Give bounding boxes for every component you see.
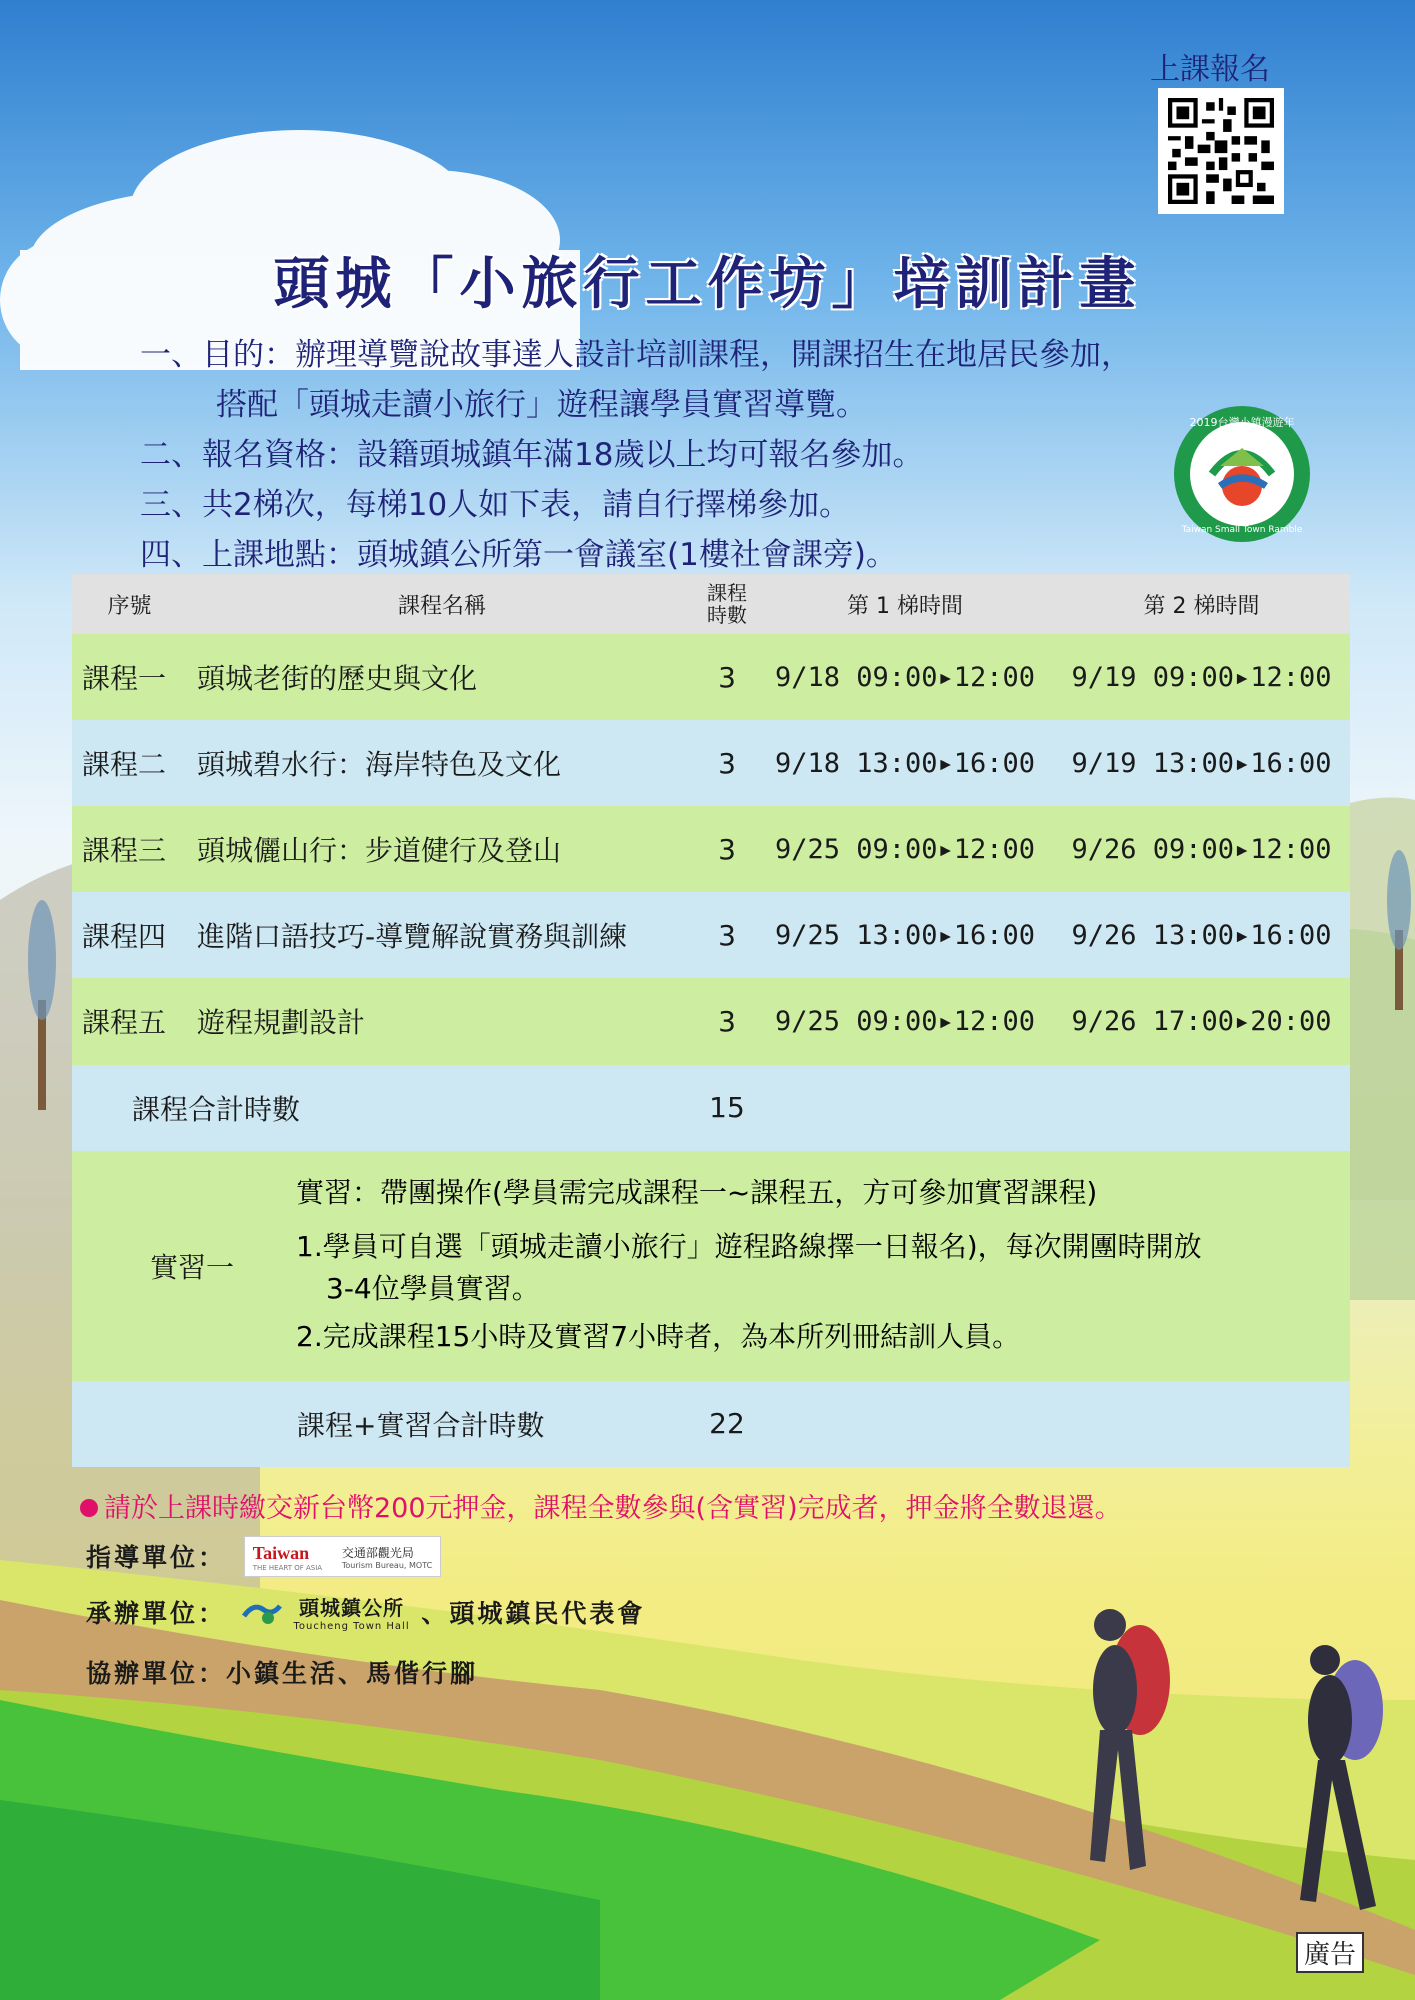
- intro-location: 四、上課地點：頭城鎮公所第一會議室(1樓社會課旁)。: [140, 537, 897, 573]
- course-name: 進階口語技巧-導覽解說實務與訓練: [187, 892, 697, 978]
- header-course-name: 課程名稱: [187, 574, 697, 634]
- header-no: 序號: [72, 574, 187, 634]
- course-round2-time: 9/19 09:00▸12:00: [1053, 634, 1350, 720]
- internship-line3: 2.完成課程15小時及實習7小時者，為本所列冊結訓人員。: [296, 1320, 1021, 1353]
- course-hours: 3: [697, 892, 757, 978]
- course-hours: 3: [697, 978, 757, 1064]
- course-round2-time: 9/26 17:00▸20:00: [1053, 978, 1350, 1064]
- bullet-dot-icon: [80, 1499, 98, 1517]
- organizer-extra: 、頭城鎮民代表會: [421, 1599, 646, 1628]
- badge-text-top: 2019台灣小鎮漫遊年: [1189, 416, 1295, 429]
- course-round2-time: 9/19 13:00▸16:00: [1053, 720, 1350, 806]
- course-total-text: 課程合計時數: [132, 1092, 301, 1126]
- tourism-logo-main: Taiwan: [252, 1542, 310, 1563]
- deposit-notice: [80, 1486, 1122, 1525]
- badge-text-bottom: Taiwan Small Town Ramble: [1181, 525, 1303, 535]
- course-code: 課程一: [72, 634, 187, 720]
- co-organizer-label: 協辦單位：小鎮生活、馬偕行腳: [86, 1659, 479, 1688]
- header-round2: 第 2 梯時間: [1053, 574, 1350, 634]
- tourism-logo-en: Tourism Bureau, MOTC: [341, 1561, 433, 1570]
- qr-code-icon: [1168, 98, 1274, 204]
- header-round1: 第 1 梯時間: [757, 574, 1053, 634]
- table-row: [72, 720, 1350, 806]
- toucheng-town-hall-logo: [242, 1592, 410, 1632]
- grand-total-empty: [757, 1381, 1350, 1467]
- tourism-logo-cn: 交通部觀光局: [341, 1546, 414, 1560]
- intro-section: [140, 330, 1290, 580]
- course-hours: 3: [697, 634, 757, 720]
- supervisor-row: [86, 1536, 441, 1577]
- course-round2-time: 9/26 09:00▸12:00: [1053, 806, 1350, 892]
- course-hours: 3: [697, 806, 757, 892]
- header-hours: [697, 574, 757, 634]
- course-total-label: [72, 1065, 697, 1151]
- header-hours-line1: 課程: [707, 581, 747, 606]
- course-total-row: [72, 1065, 1350, 1151]
- course-round1-time: 9/18 09:00▸12:00: [757, 634, 1053, 720]
- toucheng-emblem-icon: [242, 1598, 282, 1626]
- co-organizer-row: [86, 1654, 478, 1690]
- signup-label: 上課報名: [1150, 52, 1270, 87]
- organizer-label: 承辦單位：: [86, 1599, 227, 1628]
- intro-sessions: 三、共2梯次，每梯10人如下表，請自行擇梯參加。: [140, 487, 851, 523]
- course-code: 課程三: [72, 806, 187, 892]
- course-round1-time: 9/18 13:00▸16:00: [757, 720, 1053, 806]
- course-hours: 3: [697, 720, 757, 806]
- grand-total-label: 課程+實習合計時數: [72, 1381, 697, 1467]
- course-name: 頭城儷山行：步道健行及登山: [187, 806, 697, 892]
- course-name: 頭城老街的歷史與文化: [187, 634, 697, 720]
- intro-eligibility: 二、報名資格：設籍頭城鎮年滿18歲以上均可報名參加。: [140, 437, 924, 473]
- supervisor-label: 指導單位：: [86, 1543, 227, 1573]
- course-code: 課程二: [72, 720, 187, 806]
- intro-purpose-cont: 搭配「頭城走讀小旅行」遊程讓學員實習導覽。: [216, 387, 867, 423]
- grand-total-row: [72, 1381, 1350, 1467]
- intro-purpose: 一、目的：辦理導覽說故事達人設計培訓課程，開課招生在地居民參加，: [140, 337, 1132, 373]
- course-name: 頭城碧水行：海岸特色及文化: [187, 720, 697, 806]
- table-row: [72, 978, 1350, 1064]
- internship-line2-cont: 3-4位學員實習。: [326, 1272, 540, 1305]
- header-hours-line2: 時數: [707, 603, 747, 628]
- town-hall-logo-en: Toucheng Town Hall: [293, 1621, 410, 1632]
- table-row: [72, 634, 1350, 720]
- page-title: 頭城「小旅行工作坊」培訓計畫: [273, 252, 1142, 317]
- organizer-row: [86, 1592, 645, 1632]
- internship-description: [246, 1172, 1346, 1358]
- grand-total-hours: 22: [697, 1381, 757, 1467]
- course-total-empty: [757, 1065, 1350, 1151]
- tourism-bureau-logo: [244, 1536, 441, 1577]
- table-row: [72, 892, 1350, 978]
- signup-qr-code[interactable]: [1158, 88, 1284, 214]
- town-hall-logo-cn: 頭城鎮公所: [299, 1596, 405, 1620]
- course-name: 遊程規劃設計: [187, 978, 697, 1064]
- course-total-hours: 15: [697, 1065, 757, 1151]
- tourism-logo-tag: THE HEART OF ASIA: [252, 1563, 323, 1572]
- advertisement-mark: 廣告: [1296, 1932, 1364, 1973]
- table-row: [72, 806, 1350, 892]
- course-round1-time: 9/25 13:00▸16:00: [757, 892, 1053, 978]
- internship-line1: 實習：帶團操作(學員需完成課程一~課程五，方可參加實習課程): [296, 1176, 1098, 1209]
- course-code: 課程五: [72, 978, 187, 1064]
- table-header-row: [72, 574, 1350, 634]
- internship-line2: 1.學員可自選「頭城走讀小旅行」遊程路線擇一日報名)，每次開團時開放: [296, 1230, 1202, 1263]
- deposit-text: 請於上課時繳交新台幣200元押金，課程全數參與(含實習)完成者，押金將全數退還。: [104, 1493, 1122, 1524]
- course-round1-time: 9/25 09:00▸12:00: [757, 978, 1053, 1064]
- course-round1-time: 9/25 09:00▸12:00: [757, 806, 1053, 892]
- internship-label: 實習一: [149, 1250, 234, 1284]
- course-round2-time: 9/26 13:00▸16:00: [1053, 892, 1350, 978]
- course-code: 課程四: [72, 892, 187, 978]
